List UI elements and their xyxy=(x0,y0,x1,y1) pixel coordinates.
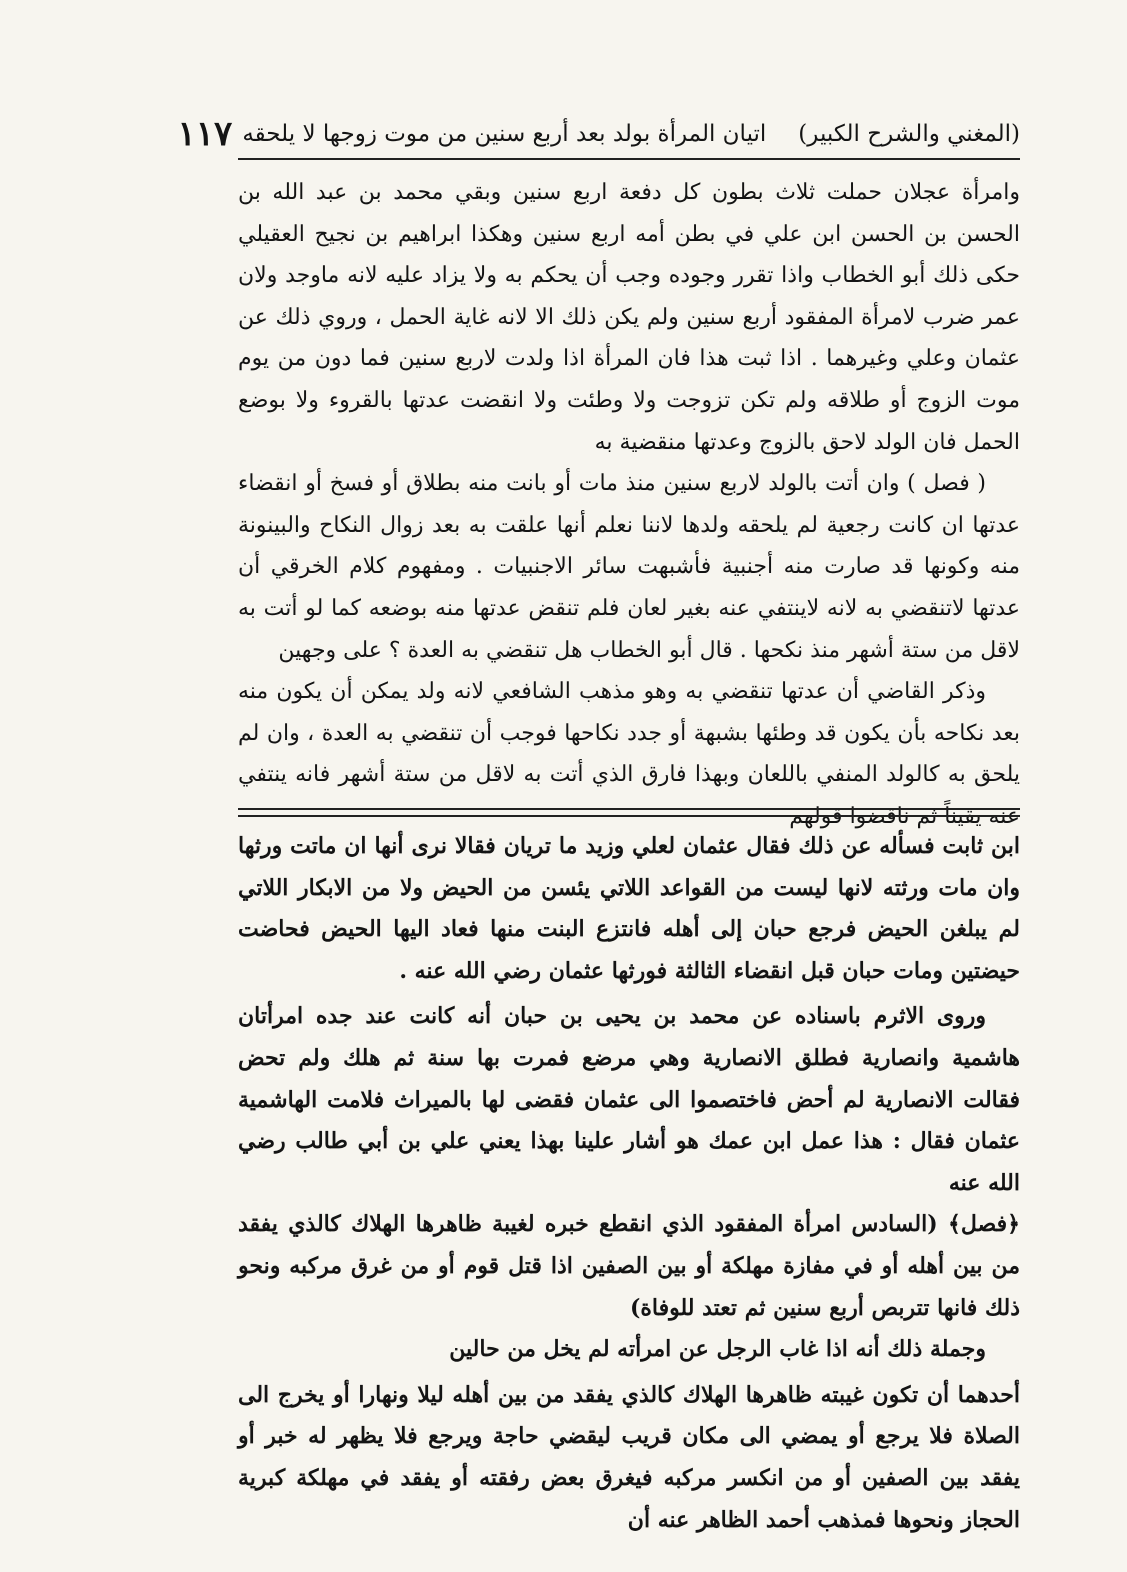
fasl-label: ﴿فصل﴾ xyxy=(947,1211,1020,1238)
lower-text xyxy=(238,826,1020,1541)
main-paragraph: وذكر القاضي أن عدتها تنقضي به وهو مذهب الشافعي لانه ولد يمكن أن يكون منه بعد نكاحه بأن يكون قد وطئها بشبهة أو جدد نكاحها فوجب أن تنقضي به العدة ، وان لم يلحق به كالولد المنفي باللعان وبهذا فارق الذي أتت به لاقل من ستة أشهر فانه ينتفي عنه يقيناً ثم ناقضوا قولهم xyxy=(238,679,1020,829)
lower-paragraph: ابن ثابت فسأله عن ذلك فقال عثمان لعلي وزيد ما تريان فقالا نرى أنها ان ماتت ورثها وان مات ورثته لانها ليست من القواعد اللاتي يئسن من الحيض ولا من الابكار اللاتي لم يبلغن الحيض فرجع حبان إلى أهله فانتزع البنت منها فعاد اليها الحيض فحاضت حيضتين ومات حبان قبل انقضاء الثالثة فورثها عثمان رضي الله عنه . xyxy=(238,833,1020,984)
lower-paragraph: وروى الاثرم باسناده عن محمد بن يحيى بن حبان أنه كانت عند جده امرأتان هاشمية وانصارية فطلق الانصارية وهي مرضع فمرت بها سنة ثم هلك ولم تحض فقالت الانصارية لم أحض فاختصموا الى عثمان فقضى لها بالميراث فلامت الهاشمية عثمان فقال : هذا عمل ابن عمك هو أشار علينا بهذا يعني علي بن أبي طالب رضي الله عنه xyxy=(238,1003,1020,1196)
book-title: (المغني والشرح الكبير) xyxy=(798,121,1020,147)
fasl-text: (السادس امرأة المفقود الذي انقطع خبره لغيبة ظاهرها الهلاك كالذي يفقد من بين أهله أو في مفازة مهلكة أو بين الصفين اذا قتل قوم أو من غرق مركبه ونحو ذلك فانها تتربص أربع سنين ثم تعتد للوفاة) xyxy=(238,1211,1020,1321)
main-text xyxy=(238,172,1020,838)
fasl-paragraph xyxy=(238,1204,1020,1329)
lower-paragraph: أحدهما أن تكون غيبته ظاهرها الهلاك كالذي يفقد من بين أهله ليلا ونهارا أو يخرج الى الصلاة فلا يرجع أو يمضي الى مكان قريب ليقضي حاجة ويرجع فلا يظهر له خبر أو يفقد بين الصفين أو من انكسر مركبه فيغرق بعض رفقته أو يفقد في مهلكة كبرية الحجاز ونحوها فمذهب أحمد الظاهر عنه أن xyxy=(238,1381,1020,1533)
main-paragraph: وامرأة عجلان حملت ثلاث بطون كل دفعة اربع سنين وبقي محمد بن عبد الله بن الحسن بن الحسن ابن علي في بطن أمه اربع سنين وهكذا ابراهيم بن نجيح العقيلي حكى ذلك أبو الخطاب واذا تقرر وجوده وجب أن يحكم به ولا يزاد عليه لانه ماوجد ولان عمر ضرب لامرأة المفقود أربع سنين ولم يكن ذلك الا لانه غاية الحمل ، وروي ذلك عن عثمان وعلي وغيرهما . اذا ثبت هذا فان المرأة اذا ولدت لاربع سنين فما دون من يوم موت الزوج أو طلاقه ولم تكن تزوجت ولا وطئت ولا انقضت عدتها بالقروء ولا بوضع الحمل فان الولد لاحق بالزوج وعدتها منقضية به xyxy=(238,180,1020,455)
header-rule xyxy=(238,158,1020,160)
page-header xyxy=(177,112,1020,156)
page-number: ١١٧ xyxy=(177,114,233,154)
section-divider xyxy=(238,808,1020,817)
lower-paragraph: وجملة ذلك أنه اذا غاب الرجل عن امرأته لم يخل من حالين xyxy=(449,1336,986,1363)
section-title: اتيان المرأة بولد بعد أربع سنين من موت زوجها لا يلحقه xyxy=(242,121,767,147)
main-paragraph: ( فصل ) وان أتت بالولد لاربع سنين منذ مات أو بانت منه بطلاق أو فسخ أو انقضاء عدتها ان كانت رجعية لم يلحقه ولدها لاننا نعلم أنها علقت به بعد زوال النكاح والبينونة منه وكونها قد صارت منه أجنبية فأشبهت سائر الاجنبيات . ومفهوم كلام الخرقي أن عدتها لاتنقضي به لانه لاينتفي عنه بغير لعان فلم تنقض عدتها منه بوضعه كما لو أتت به لاقل من ستة أشهر منذ نكحها . قال أبو الخطاب هل تنقضي به العدة ؟ على وجهين xyxy=(238,471,1020,663)
